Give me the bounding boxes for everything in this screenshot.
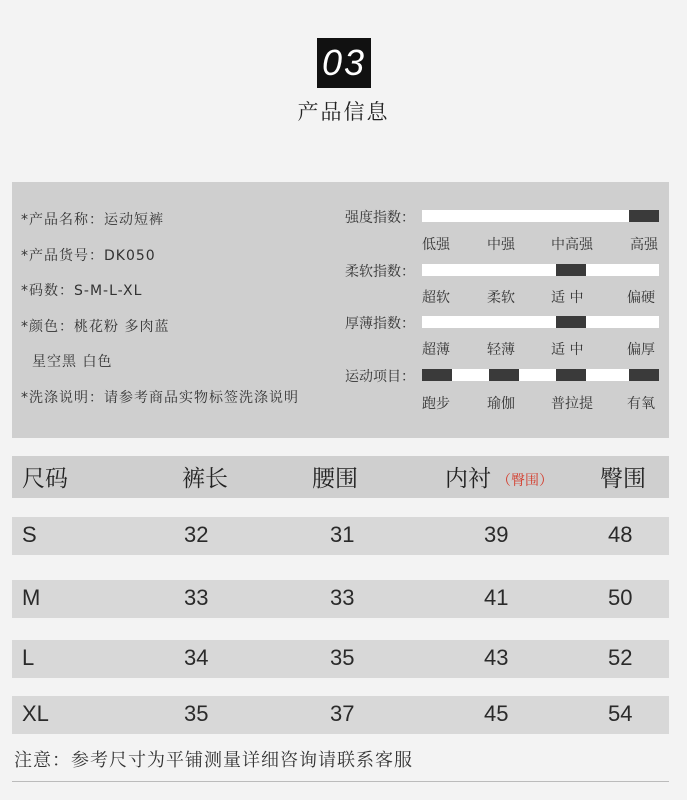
info-sizes: *码数：S-M-L-XL <box>21 283 143 299</box>
header-hip: 臀围 <box>600 466 646 492</box>
scale-option: 瑜伽 <box>487 396 515 412</box>
info-colors-cont: 星空黑 白色 <box>32 354 113 370</box>
cell-waist: 31 <box>330 522 355 547</box>
measurement-note: 注意：参考尺寸为平铺测量详细咨询请联系客服 <box>14 750 413 771</box>
scale-option: 高强 <box>630 237 658 253</box>
scale-label-sports: 运动项目： <box>345 369 415 385</box>
cell-lining: 41 <box>484 585 509 610</box>
scale-option: 适 中 <box>551 290 584 306</box>
info-product-code: *产品货号：DK050 <box>21 248 156 264</box>
cell-hip: 54 <box>608 701 633 726</box>
cell-size: M <box>22 585 41 610</box>
cell-waist: 35 <box>330 645 355 670</box>
cell-hip: 48 <box>608 522 633 547</box>
scale-option: 超软 <box>422 290 450 306</box>
scale-track-thickness <box>422 316 659 328</box>
product-info-box <box>12 182 669 438</box>
info-product-name: *产品名称：运动短裤 <box>21 212 164 228</box>
header-lining-note: （臀围） <box>497 472 553 489</box>
cell-waist: 37 <box>330 701 355 726</box>
cell-size: XL <box>22 701 49 726</box>
scale-marker <box>556 264 586 276</box>
cell-length: 33 <box>184 585 209 610</box>
header-size: 尺码 <box>22 466 68 492</box>
table-row <box>12 696 669 734</box>
scale-option: 偏硬 <box>627 290 655 306</box>
scale-option: 轻薄 <box>487 342 515 358</box>
scale-label-softness: 柔软指数： <box>345 264 415 280</box>
cell-lining: 45 <box>484 701 509 726</box>
scale-option: 跑步 <box>422 396 450 412</box>
cell-length: 34 <box>184 645 209 670</box>
scale-option: 柔软 <box>487 290 515 306</box>
table-row <box>12 580 669 618</box>
scale-track-softness <box>422 264 659 276</box>
scale-option: 超薄 <box>422 342 450 358</box>
section-title: 产品信息 <box>297 100 390 124</box>
scale-label-thickness: 厚薄指数： <box>345 316 415 332</box>
section-number-badge: 03 <box>317 38 371 88</box>
header-lining <box>445 460 559 493</box>
cell-length: 35 <box>184 701 209 726</box>
footer-divider <box>12 781 669 782</box>
cell-lining: 39 <box>484 522 509 547</box>
scale-marker <box>629 369 659 381</box>
scale-marker <box>629 210 659 222</box>
cell-size: L <box>22 645 35 670</box>
cell-hip: 50 <box>608 585 633 610</box>
scale-option: 中强 <box>487 237 515 253</box>
cell-length: 32 <box>184 522 209 547</box>
scale-track-sports <box>422 369 659 381</box>
cell-lining: 43 <box>484 645 509 670</box>
cell-waist: 33 <box>330 585 355 610</box>
scale-option: 中高强 <box>551 237 593 253</box>
size-table-header <box>12 456 669 498</box>
scale-marker <box>422 369 452 381</box>
cell-hip: 52 <box>608 645 633 670</box>
table-row <box>12 640 669 678</box>
info-washing: *洗涤说明：请参考商品实物标签洗涤说明 <box>21 390 299 406</box>
scale-marker <box>556 316 586 328</box>
cell-size: S <box>22 522 37 547</box>
header-waist: 腰围 <box>312 466 358 492</box>
scale-track-strength <box>422 210 659 222</box>
info-colors: *颜色：桃花粉 多肉蓝 <box>21 319 170 335</box>
scale-marker <box>489 369 519 381</box>
scale-option: 有氧 <box>627 396 655 412</box>
table-row <box>12 517 669 555</box>
scale-label-strength: 强度指数： <box>345 210 415 226</box>
header-lining-label: 内衬 <box>445 466 491 492</box>
scale-option: 适 中 <box>551 342 584 358</box>
scale-option: 低强 <box>422 237 450 253</box>
scale-option: 普拉提 <box>551 396 593 412</box>
scale-option: 偏厚 <box>627 342 655 358</box>
header-length: 裤长 <box>182 466 228 492</box>
scale-marker <box>556 369 586 381</box>
